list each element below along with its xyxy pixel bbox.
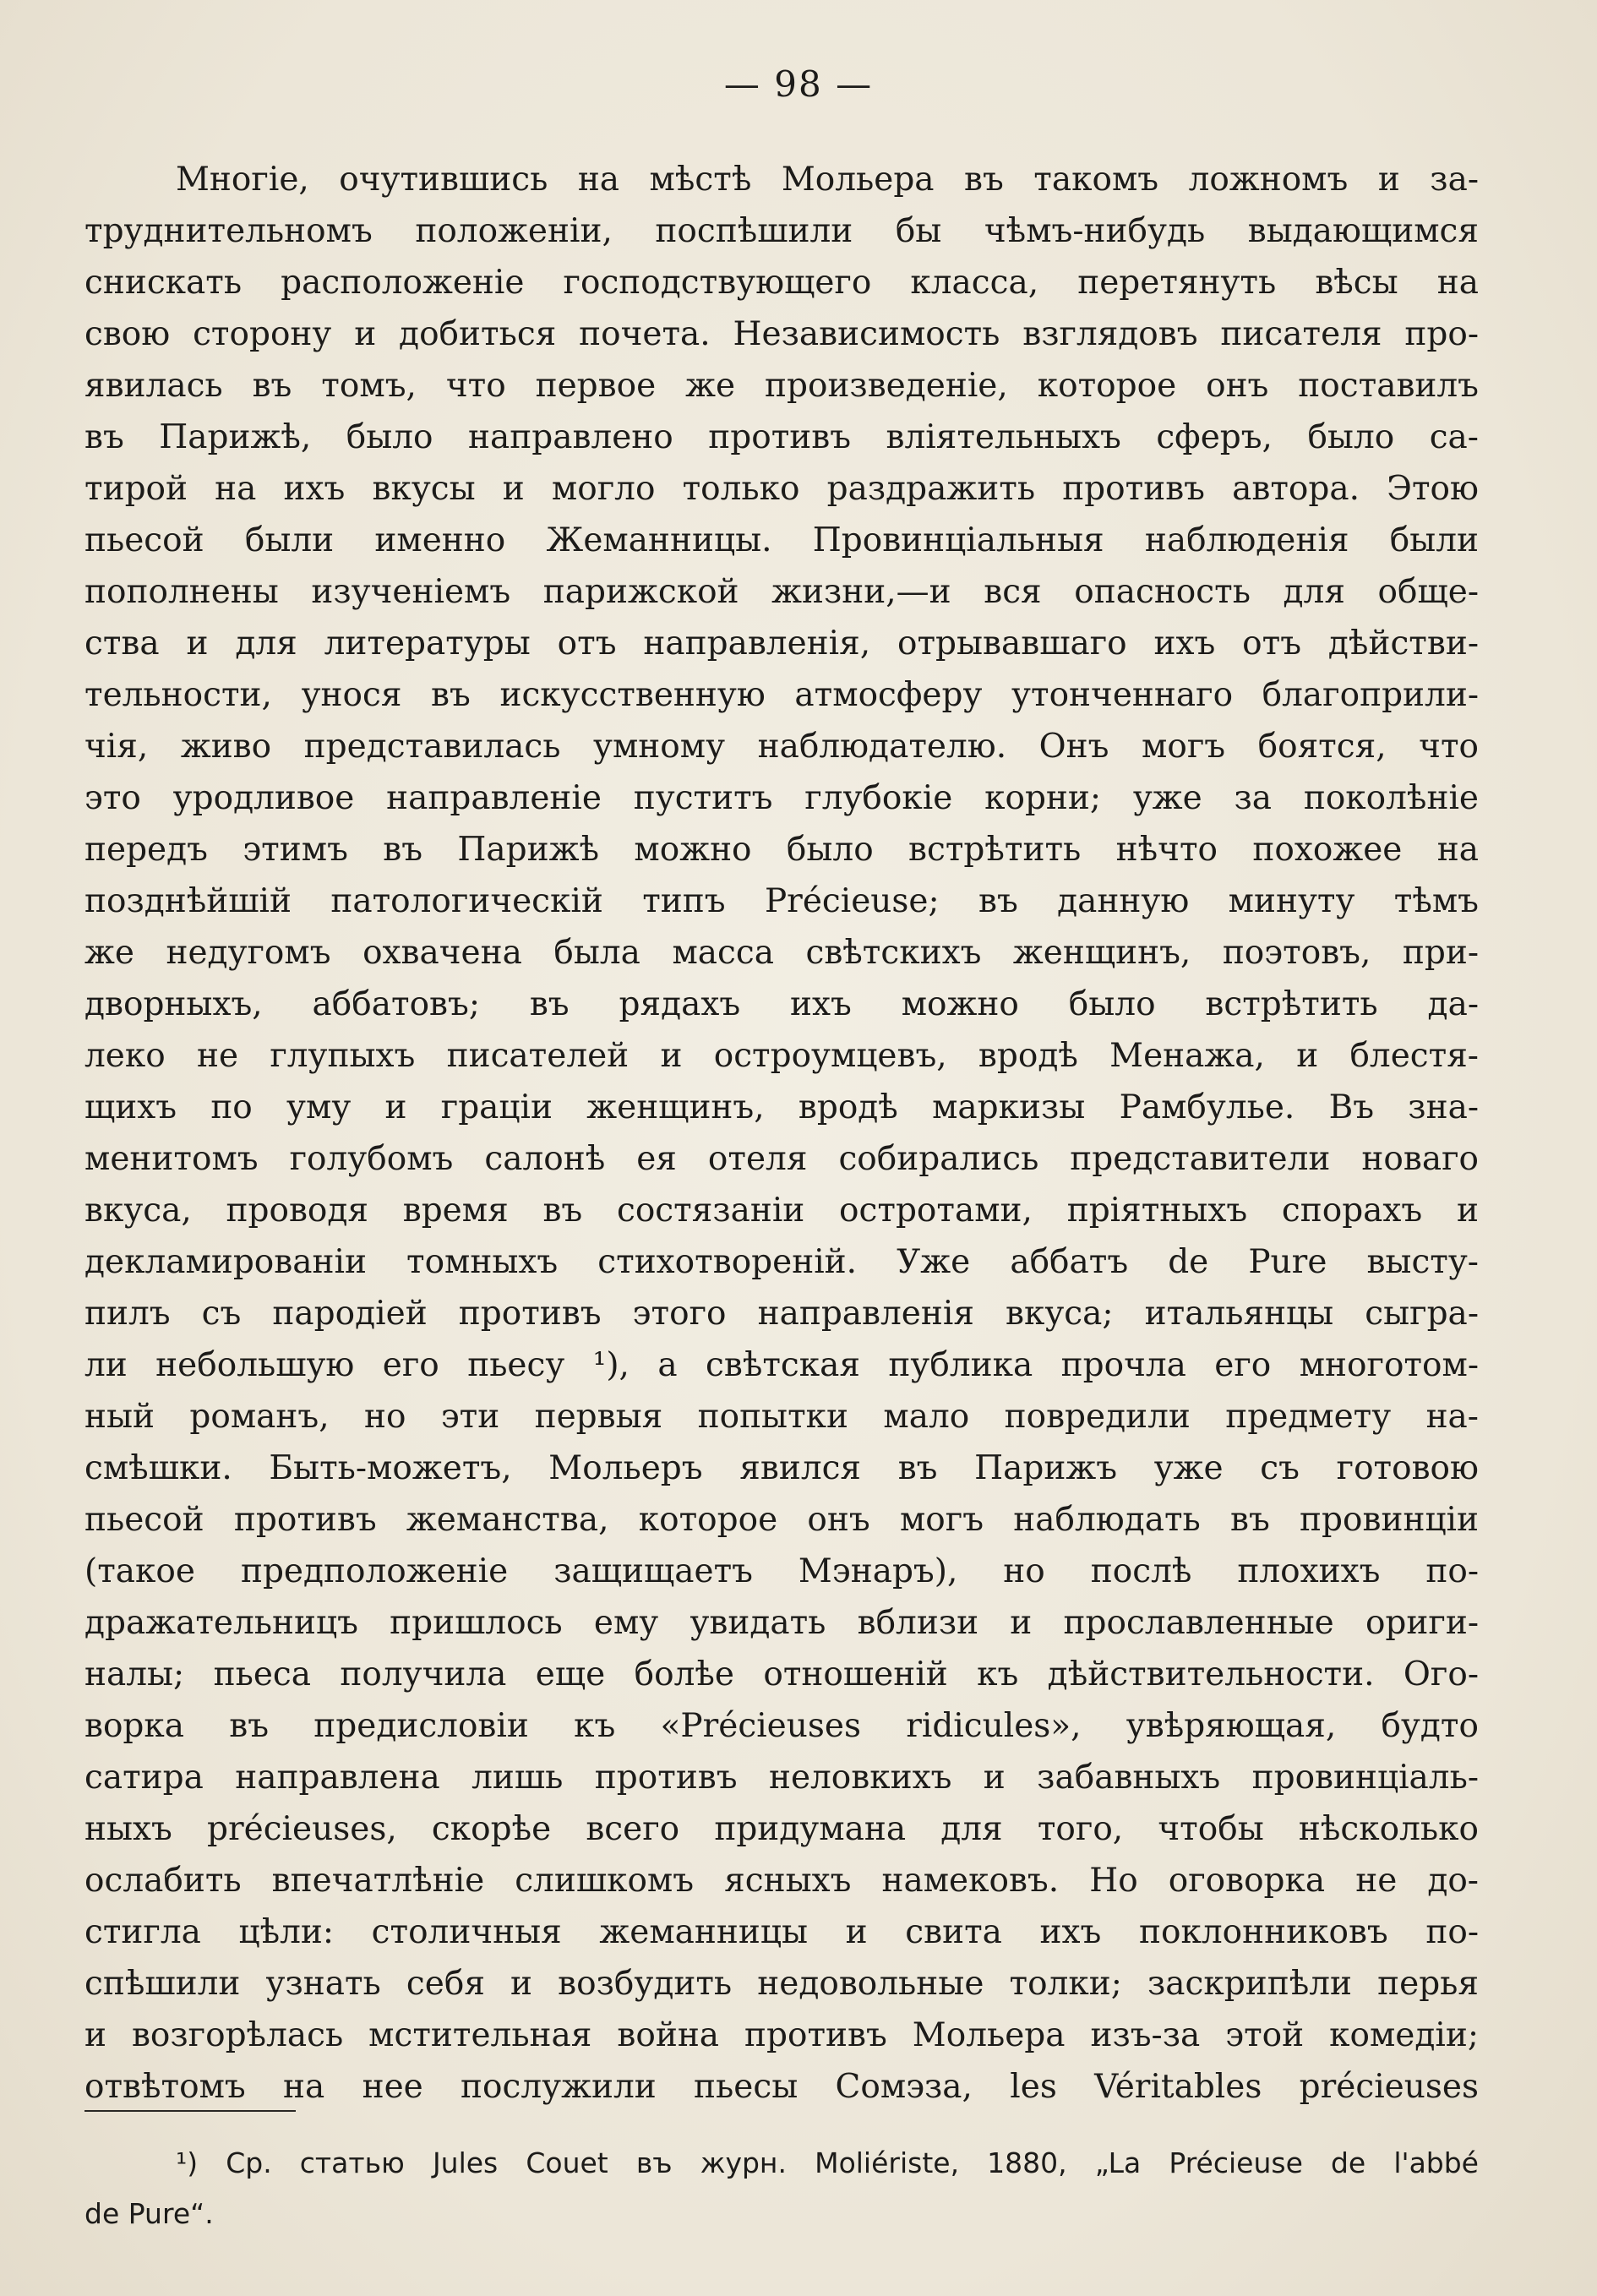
text-line: дворныхъ, аббатовъ; въ рядахъ ихъ можно было встрѣтить да- [84,985,1479,1023]
text-line: свою сторону и добиться почета. Независимость взглядовъ писателя про- [84,315,1479,353]
text-line: въ Парижѣ, было направлено противъ вліятельныхъ сферъ, было са- [84,418,1479,456]
text-line: (такое предположеніе защищаетъ Мэнаръ), но послѣ плохихъ по- [84,1552,1479,1590]
text-line: дражательницъ пришлось ему увидать вблизи и прославленные ориги- [84,1604,1479,1642]
text-line: труднительномъ положеніи, поспѣшили бы чѣмъ-нибудь выдающимся [84,212,1479,250]
text-line: пилъ съ пародіей противъ этого направленія вкуса; итальянцы сыгра- [84,1295,1479,1333]
text-line: декламированіи томныхъ стихотвореній. Уже аббатъ de Pure высту- [84,1243,1479,1281]
text-line: налы; пьеса получила еще болѣе отношеній къ дѣйствительности. Ого- [84,1655,1479,1693]
text-line: чія, живо представилась умному наблюдателю. Онъ могъ боятся, что [84,728,1479,766]
text-line: сатира направлена лишь противъ неловкихъ и забавныхъ провинціаль- [84,1759,1479,1797]
footnote-line: ¹) Ср. статью Jules Couet въ журн. Moliériste, 1880, „La Précieuse de l'abbé [176,2146,1479,2179]
text-line: явилась въ томъ, что первое же произведеніе, которое онъ поставилъ [84,367,1479,405]
text-line: отвѣтомъ на нее послужили пьесы Сомэза, les Véritables précieuses [84,2068,1479,2106]
text-line: тирой на ихъ вкусы и могло только раздражить противъ автора. Этою [84,470,1479,508]
text-line: Многіе, очутившись на мѣстѣ Мольера въ такомъ ложномъ и за- [176,161,1479,199]
text-line: и возгорѣлась мстительная война противъ Мольера изъ-за этой комедіи; [84,2016,1479,2054]
text-line: ства и для литературы отъ направленія, отрывавшаго ихъ отъ дѣйстви- [84,624,1479,663]
text-line: ворка въ предисловіи къ «Précieuses ridicules», увѣряющая, будто [84,1707,1479,1745]
text-line: же недугомъ охвачена была масса свѣтскихъ женщинъ, поэтовъ, при- [84,934,1479,972]
text-line: пополнены изученіемъ парижской жизни,—и вся опасность для обще- [84,573,1479,611]
text-line: тельности, унося въ искусственную атмосферу утонченнаго благоприли- [84,676,1479,714]
text-line: стигла цѣли: столичныя жеманницы и свита ихъ поклонниковъ по- [84,1913,1479,1951]
text-line: пьесой противъ жеманства, которое онъ могъ наблюдать въ провинціи [84,1501,1479,1539]
text-line: снискать расположеніе господствующего класса, перетянуть вѣсы на [84,264,1479,302]
text-line: смѣшки. Быть-можетъ, Мольеръ явился въ Парижъ уже съ готовою [84,1449,1479,1487]
page-number: — 98 — [723,63,874,105]
text-line: ныхъ précieuses, скорѣе всего придумана для того, чтобы нѣсколько [84,1810,1479,1848]
text-line: передъ этимъ въ Парижѣ можно было встрѣтить нѣчто похожее на [84,831,1479,869]
text-line: ный романъ, но эти первыя попытки мало повредили предмету на- [84,1398,1479,1436]
body-text [84,154,1479,2113]
text-line: спѣшили узнать себя и возбудить недовольные толки; заскрипѣли перья [84,1965,1479,2003]
text-line: ли небольшую его пьесу ¹), а свѣтская публика прочла его многотом- [84,1346,1479,1384]
text-line: леко не глупыхъ писателей и остроумцевъ, вродѣ Менажа, и блестя- [84,1037,1479,1075]
footnote-divider [84,2110,296,2112]
footnote-line: de Pure“. [84,2197,214,2230]
text-line: это уродливое направленіе пуститъ глубокіе корни; уже за поколѣніе [84,779,1479,817]
text-line: вкуса, проводя время въ состязаніи остротами, пріятныхъ спорахъ и [84,1192,1479,1230]
footnote [84,2138,1479,2239]
text-line: позднѣйшій патологическій типъ Précieuse; въ данную минуту тѣмъ [84,882,1479,920]
text-line: менитомъ голубомъ салонѣ ея отеля собирались представители новаго [84,1140,1479,1178]
text-line: ослабить впечатлѣніе слишкомъ ясныхъ намековъ. Но оговорка не до- [84,1862,1479,1900]
text-line: пьесой были именно Жеманницы. Провинціальныя наблюденія были [84,521,1479,559]
text-line: щихъ по уму и граціи женщинъ, вродѣ маркизы Рамбулье. Въ зна- [84,1088,1479,1126]
